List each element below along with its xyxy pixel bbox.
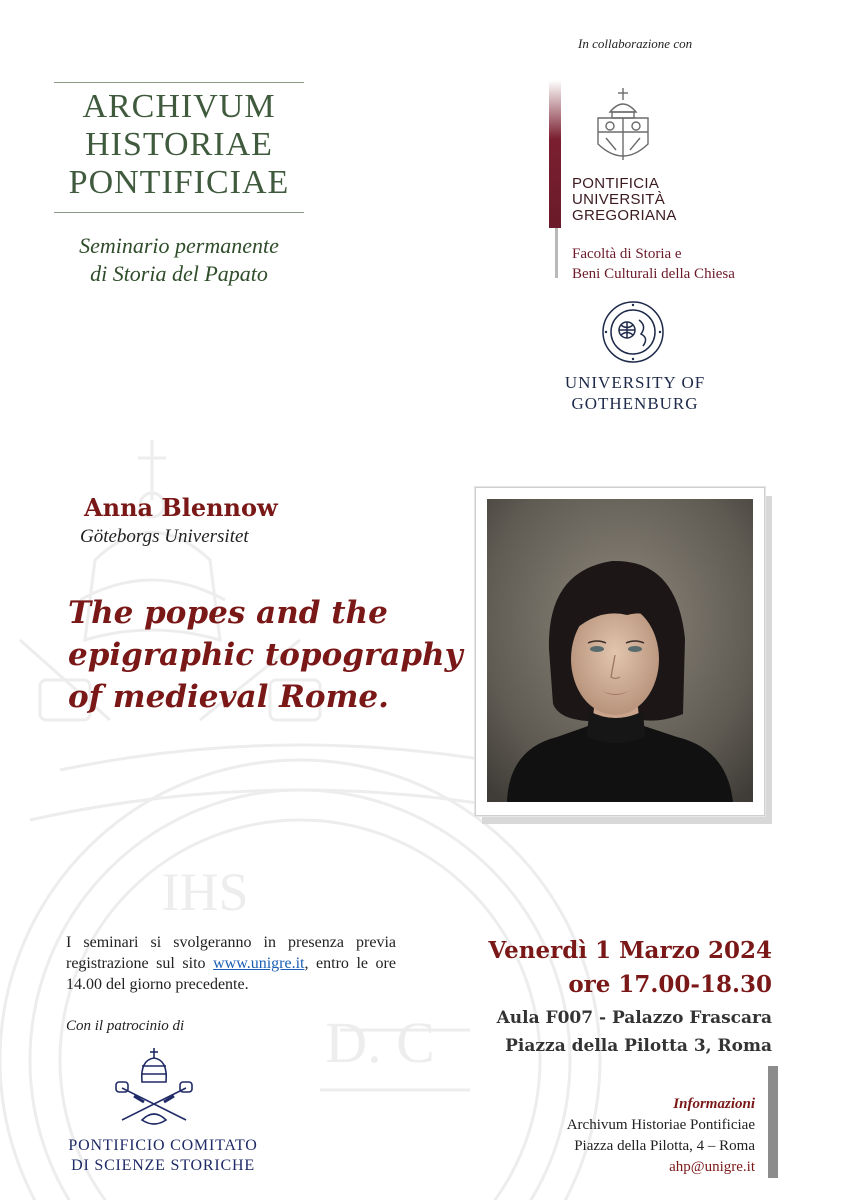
event-time: ore 17.00-18.30 xyxy=(568,971,772,998)
registration-text-before: I seminari si svolgeranno in presenza previa registrazione sul sito xyxy=(66,934,396,972)
pug-grey-bar xyxy=(555,228,558,278)
seminar-subtitle-line: di Storia del Papato xyxy=(90,261,268,286)
speaker-affiliation: Göteborgs Universitet xyxy=(80,526,249,547)
event-address: Piazza della Pilotta 3, Roma xyxy=(505,1036,772,1056)
ahp-top-rule xyxy=(54,82,304,83)
ahp-title xyxy=(54,88,304,202)
pcss-name xyxy=(58,1136,268,1176)
info-block xyxy=(567,1094,755,1178)
event-date: Venerdì 1 Marzo 2024 xyxy=(488,937,772,964)
registration-text xyxy=(66,932,396,995)
info-org: Archivum Historiae Pontificiae xyxy=(566,1117,755,1133)
pcss-name-line: DI SCIENZE STORICHE xyxy=(71,1157,255,1174)
seminar-subtitle xyxy=(54,232,304,288)
ahp-title-line: ARCHIVUM xyxy=(82,88,276,125)
ahp-bottom-rule xyxy=(54,212,304,213)
ahp-title-line: HISTORIAE xyxy=(85,126,273,163)
speaker-photo xyxy=(487,499,753,802)
info-address: Piazza della Pilotta, 4 – Roma xyxy=(574,1138,755,1154)
gothenburg-name-line: UNIVERSITY OF xyxy=(564,373,706,392)
ahp-title-line: PONTIFICIAE xyxy=(68,164,290,201)
pug-name-line: UNIVERSITÀ xyxy=(572,191,666,208)
talk-title-line: epigraphic topography xyxy=(68,637,463,673)
pug-faculty-line: Facoltà di Storia e xyxy=(572,246,682,262)
info-email-link[interactable]: ahp@unigre.it xyxy=(669,1159,755,1175)
talk-title-line: The popes and the xyxy=(68,595,388,631)
info-heading: Informazioni xyxy=(673,1096,755,1112)
speaker-name: Anna Blennow xyxy=(84,493,278,522)
pug-faculty xyxy=(572,244,735,284)
talk-title-line: of medieval Rome. xyxy=(68,679,389,715)
registration-text-after: , entro le ore 14.00 del giorno precedente. xyxy=(66,955,396,993)
pug-name-line: GREGORIANA xyxy=(572,207,677,224)
gothenburg-name-line: GOTHENBURG xyxy=(571,394,699,413)
papal-arms-icon xyxy=(112,1046,196,1128)
patronage-label: Con il patrocinio di xyxy=(66,1018,185,1034)
gothenburg-name xyxy=(540,372,730,414)
svg-text:IHS: IHS xyxy=(161,862,249,922)
registration-link[interactable]: www.unigre.it xyxy=(213,955,305,972)
gothenburg-seal-icon xyxy=(601,300,665,364)
event-location xyxy=(497,1004,772,1060)
svg-text:D. C: D. C xyxy=(325,1010,435,1075)
pug-name xyxy=(572,176,677,224)
collaboration-label: In collaborazione con xyxy=(578,36,693,51)
talk-title xyxy=(68,592,463,718)
seminar-subtitle-line: Seminario permanente xyxy=(79,233,279,258)
event-date-time xyxy=(488,934,772,1002)
pug-faculty-line: Beni Culturali della Chiesa xyxy=(572,266,735,282)
pug-accent-bar xyxy=(549,80,561,228)
pug-name-line: PONTIFICIA xyxy=(572,175,660,192)
event-room: Aula F007 - Palazzo Frascara xyxy=(496,1008,772,1028)
pcss-name-line: PONTIFICIO COMITATO xyxy=(68,1137,258,1154)
info-accent-bar xyxy=(768,1066,778,1178)
pug-crest-icon xyxy=(592,86,654,170)
